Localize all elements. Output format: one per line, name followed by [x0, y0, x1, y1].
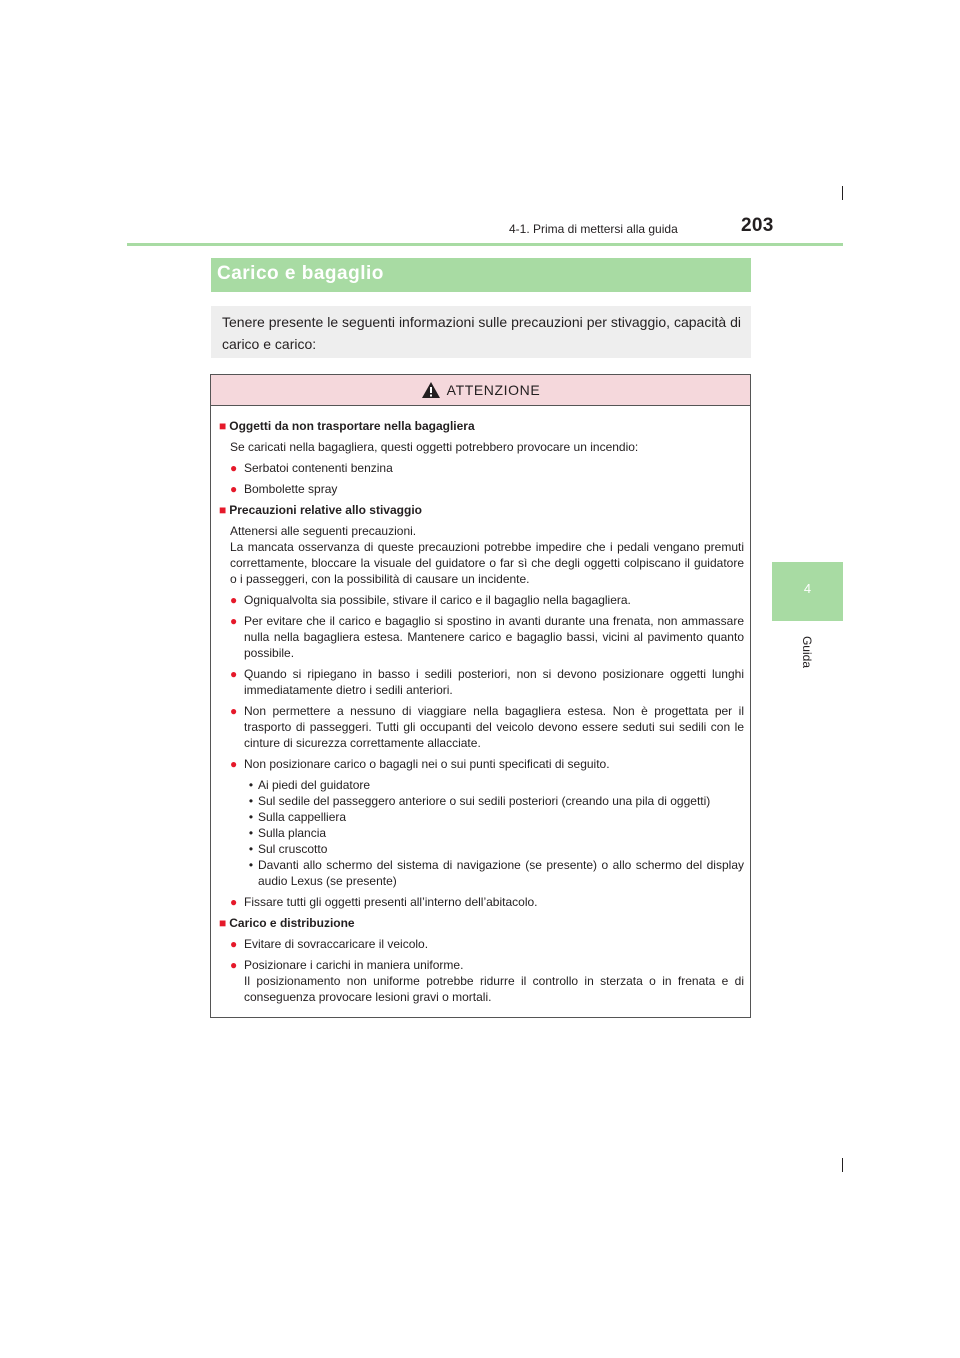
page-number: 203: [741, 215, 774, 236]
list-item-line: Il posizionamento non uniforme potrebbe ridurre il controllo in sterzata o in frenata e di conseguenza provocare lesioni gravi o mortali.: [244, 974, 744, 1004]
list-item-text: Per evitare che il carico e bagaglio si spostino in avanti durante una frenata, non ammassare nulla nella bagagliera estesa. Mantenere carico e bagaglio bassi, vicini al pavimento quanto possibile.: [244, 614, 744, 660]
circle-bullet-icon: ●: [230, 895, 238, 909]
circle-bullet-icon: ●: [230, 667, 238, 681]
list-item: [230, 936, 744, 952]
heading-text: Oggetti da non trasportare nella bagagliera: [229, 419, 475, 433]
sub-list-item-text: Sul cruscotto: [258, 842, 328, 856]
warning-heading: [219, 915, 744, 931]
section-title: Carico e bagaglio: [211, 258, 751, 292]
list-item-text: Non posizionare carico o bagagli nei o sui punti specificati di seguito.: [244, 757, 610, 771]
list-item: [230, 703, 744, 751]
sub-list-item: • Sulla plancia: [244, 825, 744, 841]
warning-title: ATTENZIONE: [446, 382, 541, 398]
list-item: [230, 613, 744, 661]
list-item-text: Serbatoi contenenti benzina: [244, 461, 393, 475]
list-item-text: [244, 957, 744, 1005]
list-item-text: Bombolette spray: [244, 482, 338, 496]
sub-list: [244, 777, 744, 889]
sub-list-item-text: Sulla cappelliera: [258, 810, 347, 824]
circle-bullet-icon: ●: [230, 482, 238, 496]
warning-triangle-icon: [421, 381, 441, 399]
warning-body: [211, 406, 750, 1005]
sub-list-item-text: Sul sedile del passeggero anteriore o sui sedili posteriori (creando una pila di oggetti): [258, 794, 711, 808]
sub-list-item-text: Sulla plancia: [258, 826, 327, 840]
sub-list-item: • Sulla cappelliera: [244, 809, 744, 825]
circle-bullet-icon: ●: [230, 593, 238, 607]
chapter-label: [797, 632, 817, 672]
chapter-label-text: Guida: [800, 635, 814, 669]
warning-header: [211, 375, 750, 406]
crop-mark-bottom: [842, 1158, 843, 1172]
list-item-text: Evitare di sovraccaricare il veicolo.: [244, 937, 429, 951]
circle-bullet-icon: ●: [230, 614, 238, 628]
paragraph: [230, 523, 744, 587]
list-item-text: Fissare tutti gli oggetti presenti all’interno dell’abitacolo.: [244, 895, 538, 909]
paragraph-line: La mancata osservanza di queste precauzioni potrebbe impedire che i pedali vengano premuti correttamente, bloccare la visuale del guidatore o far sì che degli oggetti colpiscano il guidatore o i passeggeri, con la possibilità di causare un incidente.: [230, 540, 744, 586]
list-item: [230, 592, 744, 608]
list-item: [230, 666, 744, 698]
header-section-title: 4-1. Prima di mettersi alla guida: [509, 222, 678, 236]
sub-list-item-text: Davanti allo schermo del sistema di navigazione (se presente) o allo schermo del display audio Lexus (se presente): [258, 858, 744, 888]
sub-list-item: • Ai piedi del guidatore: [244, 777, 744, 793]
square-bullet-icon: ■: [219, 503, 227, 517]
warning-heading: [219, 418, 744, 434]
list-item-text: Quando si ripiegano in basso i sedili posteriori, non si devono posizionare oggetti lunghi immediatamente dietro i sedili anteriori.: [244, 667, 744, 697]
sub-list-item-text: Ai piedi del guidatore: [258, 778, 371, 792]
header-rule: [127, 243, 843, 246]
chapter-number: 4: [803, 581, 812, 596]
heading-text: Carico e distribuzione: [229, 916, 355, 930]
circle-bullet-icon: ●: [230, 937, 238, 951]
intro-text: Tenere presente le seguenti informazioni sulle precauzioni per stivaggio, capacità di carico e carico:: [211, 306, 751, 358]
circle-bullet-icon: ●: [230, 461, 238, 475]
warning-heading: [219, 502, 744, 518]
list-item-text: Non permettere a nessuno di viaggiare nella bagagliera estesa. Non è progettata per il trasporto di passeggeri. Tutti gli occupanti del veicolo devono essere seduti sui sedili con le cinture di sicurezza correttamente allacciate.: [244, 704, 744, 750]
circle-bullet-icon: ●: [230, 958, 238, 972]
circle-bullet-icon: ●: [230, 704, 238, 718]
list-item: [230, 957, 744, 1005]
sub-list-item: • Sul cruscotto: [244, 841, 744, 857]
circle-bullet-icon: ●: [230, 757, 238, 771]
list-item: [230, 894, 744, 910]
warning-box: [210, 374, 751, 1018]
sub-list-item: • Sul sedile del passeggero anteriore o sui sedili posteriori (creando una pila di oggetti): [244, 793, 744, 809]
list-item: [230, 481, 744, 497]
crop-mark-top: [842, 186, 843, 200]
list-item-text: Ogniqualvolta sia possibile, stivare il carico e il bagaglio nella bagagliera.: [244, 593, 631, 607]
paragraph: Se caricati nella bagagliera, questi oggetti potrebbero provocare un incendio:: [230, 440, 639, 454]
list-item: [230, 460, 744, 476]
paragraph-line: Attenersi alle seguenti precauzioni.: [230, 524, 417, 538]
square-bullet-icon: ■: [219, 916, 227, 930]
heading-text: Precauzioni relative allo stivaggio: [229, 503, 422, 517]
list-item: [230, 756, 744, 772]
chapter-tab: [772, 562, 843, 621]
sub-list-item: • Davanti allo schermo del sistema di navigazione (se presente) o allo schermo del display audio Lexus (se presente): [248, 858, 744, 888]
square-bullet-icon: ■: [219, 419, 227, 433]
list-item-line: Posizionare i carichi in maniera uniforme.: [244, 958, 464, 972]
